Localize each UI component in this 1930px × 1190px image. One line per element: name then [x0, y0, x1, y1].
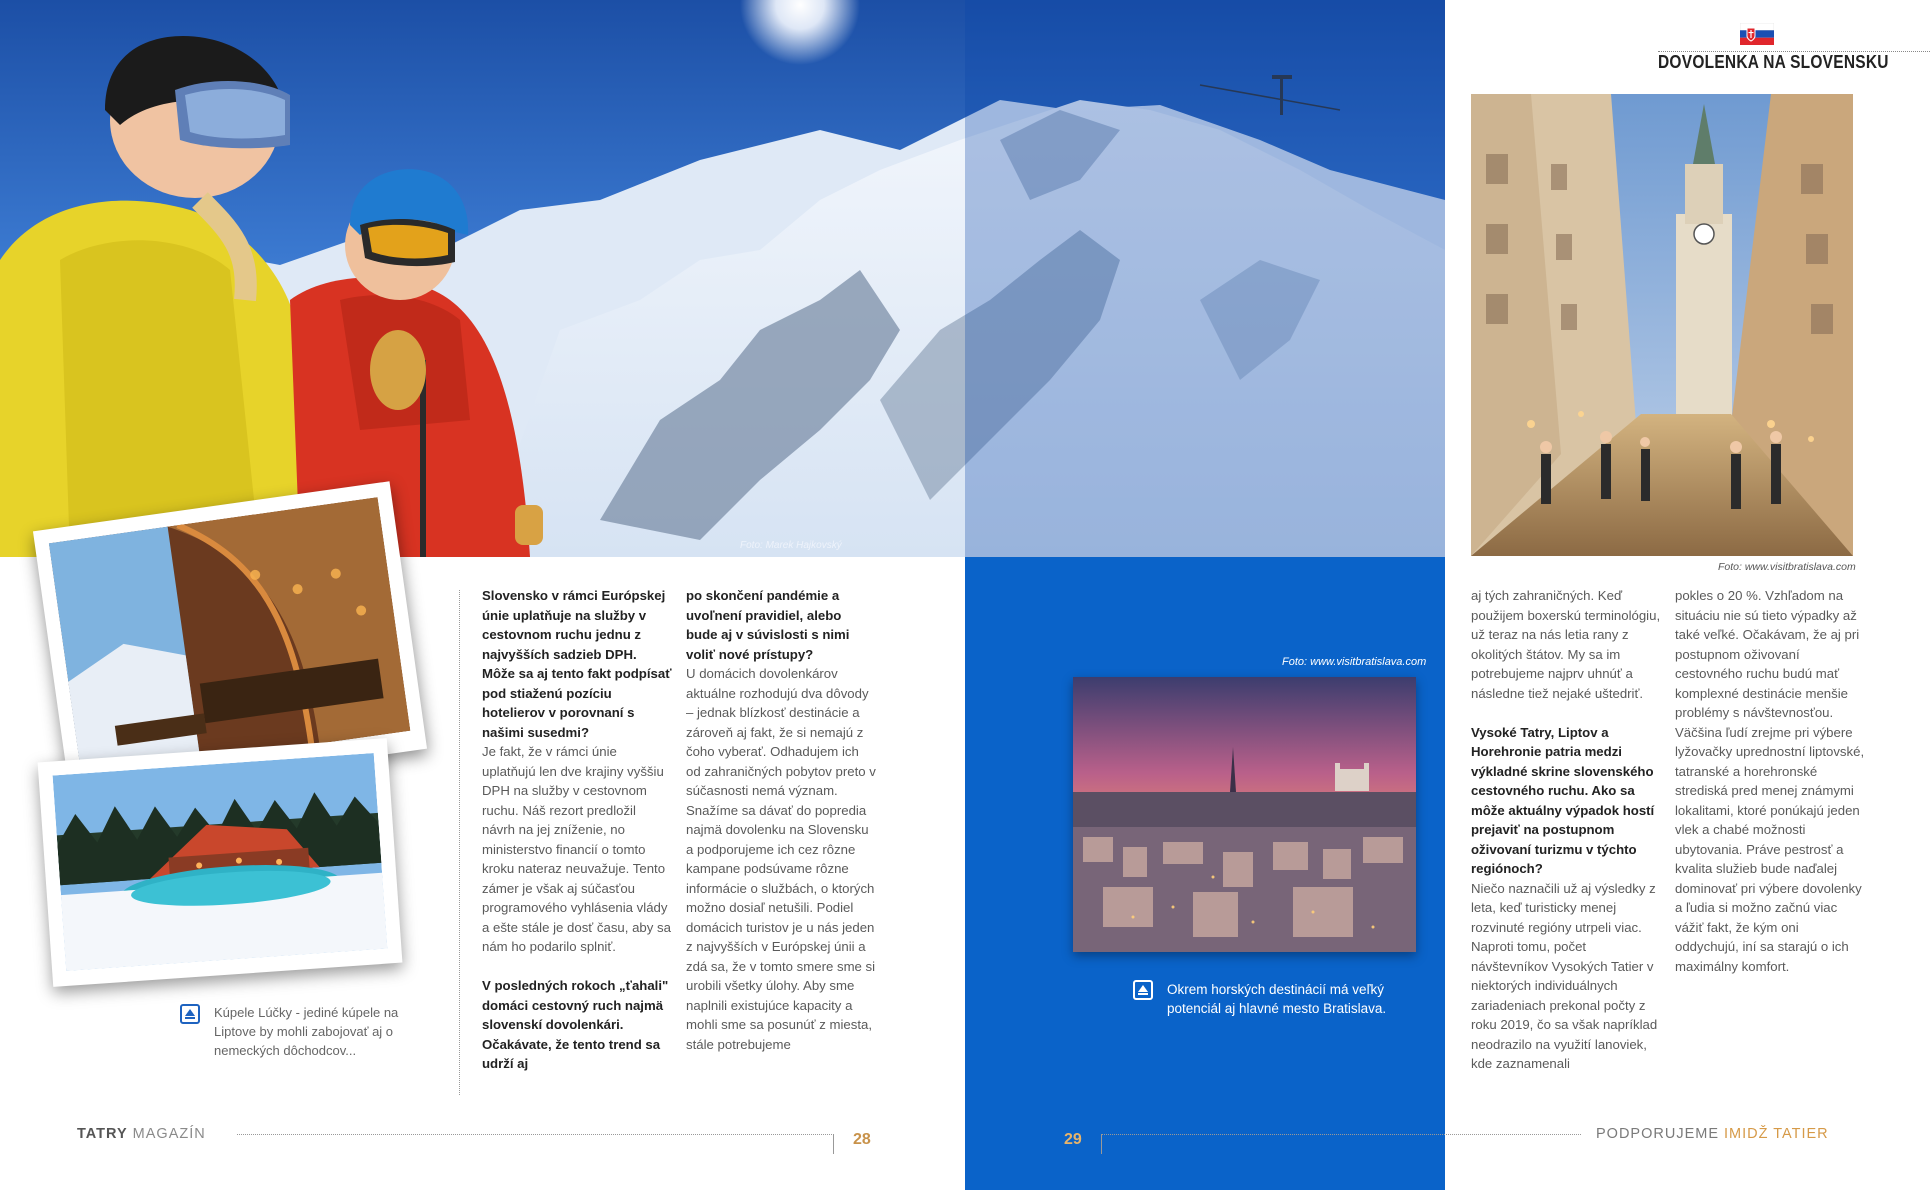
- column-rule: [459, 590, 460, 1095]
- page-number-left: 28: [853, 1131, 871, 1148]
- street-illustration: [1471, 94, 1853, 556]
- question-3: Vysoké Tatry, Liptov a Horehronie patria medzi výkladné skrine slovenského cestovného ruchu. Ako sa môže aktuálny výpadok hostí prejaviť na postupnom oživovaní turizmu v týchto regiónoch?: [1471, 724, 1655, 876]
- footer-rule-right: [1101, 1134, 1581, 1135]
- up-arrow-icon: [1133, 980, 1153, 1000]
- answer-2-continued: aj tých zahraničných. Keď použijem boxerskú terminológiu, už teraz na nás letia rany z okolitých štátov. My sa im potrebujeme najprv uhnúť a následne tiež nejaké uštedriť.: [1471, 588, 1661, 701]
- footer-rule-left: [237, 1134, 832, 1135]
- restaurant-photo: [49, 497, 411, 777]
- article-column-2: [686, 586, 876, 1074]
- section-title: DOVOLENKA NA SLOVENSKU: [1658, 52, 1889, 72]
- footer-tagline-thin: PODPORUJEME: [1596, 1126, 1725, 1142]
- article-column-4: [1675, 586, 1865, 996]
- up-arrow-icon: [180, 1004, 200, 1024]
- spa-photo-frame: [38, 738, 403, 987]
- bratislava-photo: [1073, 677, 1416, 952]
- slovakia-flag-icon: [1740, 23, 1774, 45]
- question-2-continued: po skončení pandémie a uvoľnení pravidiel, alebo bude aj v súvislosti s nimi voliť nové prístupy?: [686, 588, 850, 662]
- footer-tagline-accent: IMIDŽ TATIER: [1724, 1126, 1829, 1142]
- footer-rule-left-end: [833, 1134, 834, 1154]
- page-number-right: 29: [1064, 1131, 1082, 1148]
- kupele-caption: Kúpele Lúčky - jediné kúpele na Liptove by mohli zabojovať aj o nemeckých dôchodcov...: [214, 1005, 399, 1058]
- answer-1: Je fakt, že v rámci únie uplatňujú len dve krajiny vyššiu DPH na služby v cestovnom ruchu. Náš rezort predložil návrh na jej zníženie, no ministerstvo financií o tomto kroku nateraz neuvažuje. Tento zámer je však aj súčasťou programového vyhlásenia vlády a ešte stále je dosť času, aby sa nám ho podarilo splniť.: [482, 744, 671, 954]
- footer-rule-right-start: [1101, 1134, 1102, 1154]
- article-column-3: [1471, 586, 1661, 1093]
- bratislava-photo-credit: Foto: www.visitbratislava.com: [1282, 656, 1427, 668]
- bratislava-caption: Okrem horských destinácií má veľký potenciál aj hlavné mesto Bratislava.: [1167, 982, 1387, 1016]
- article-column-1: [482, 586, 672, 1093]
- footer-magazine-name: [77, 1126, 206, 1142]
- answer-2: U domácich dovolenkárov aktuálne rozhodujú dva dôvody – jednak blízkosť destinácie a zároveň aj fakt, že si nemajú z čoho vyberať. Odhadujem ich od zahraničných pobytov preto v súčasnosti nemá význam. Snažíme sa dávať do popredia najmä dovolenku na Slovensku a podporujeme ich cez rôzne kampane podsúvame rôzne informácie o službách, o ktorých možno dosiaľ netušili. Podiel domácich turistov je u nás jeden z najvyšších v Európskej únii a zdá sa, že v tomto smere sme si urobili všetky úlohy. Aby sme naplnili existujúce kapacity a mohli sme sa posunúť z miesta, stále potrebujeme: [686, 666, 876, 1052]
- hero-photo-credit: Foto: Marek Hajkovský: [740, 540, 842, 551]
- footer-tagline: [1596, 1126, 1829, 1142]
- bratislava-street-photo: [1471, 94, 1853, 556]
- hero-tint-band: [965, 0, 1445, 557]
- answer-3-continued: pokles o 20 %. Vzhľadom na situáciu nie sú tieto výpadky až také veľké. Očakávam, že aj pri postupnom oživovaní cestovného ruchu budú mať komplexné destinácie menšie problémy s návštevnosťou. Väčšina ľudí zrejme pri výbere lyžovačky uprednostní liptovské, tatranské a horehronské strediská pred menej známymi lokalitami, ktoré ponúkajú jeden vlek a chabé možnosti ubytovania. Práve pestrosť a kvalita služieb bude naďalej dominovať pri výbere dovolenky a ľudia si možno začnú viac vážiť fakt, že kým oni oddychujú, iní sa starajú o ich maximálny komfort.: [1675, 588, 1865, 974]
- spa-photo: [53, 753, 388, 971]
- footer-brand-bold: TATRY: [77, 1126, 128, 1142]
- bratislava-illustration: [1073, 677, 1416, 952]
- street-photo-credit: Foto: www.visitbratislava.com: [1718, 561, 1856, 573]
- question-2: V posledných rokoch „ťahali" domáci cestovný ruch najmä slovenskí dovolenkári. Očakávate, že tento trend sa udrží aj: [482, 978, 669, 1071]
- answer-3: Niečo naznačili už aj výsledky z leta, keď turisticky menej rozvinuté regióny utrpeli viac. Naproti tomu, počet návštevníkov Vysokých Tatier v niektorých individuálnych zariadeniach prekonal počty z roku 2019, čo sa však napríklad neodrazilo na využití lanoviek, kde zaznamenali: [1471, 880, 1658, 1071]
- question-1: Slovensko v rámci Európskej únie uplatňuje na služby v cestovnom ruchu jednu z najvyšších sadzieb DPH. Môže sa aj tento fakt podpísať pod stiaženú pozíciu hotelierov v porovnaní s našimi susedmi?: [482, 588, 672, 740]
- footer-brand-thin: MAGAZÍN: [127, 1126, 206, 1142]
